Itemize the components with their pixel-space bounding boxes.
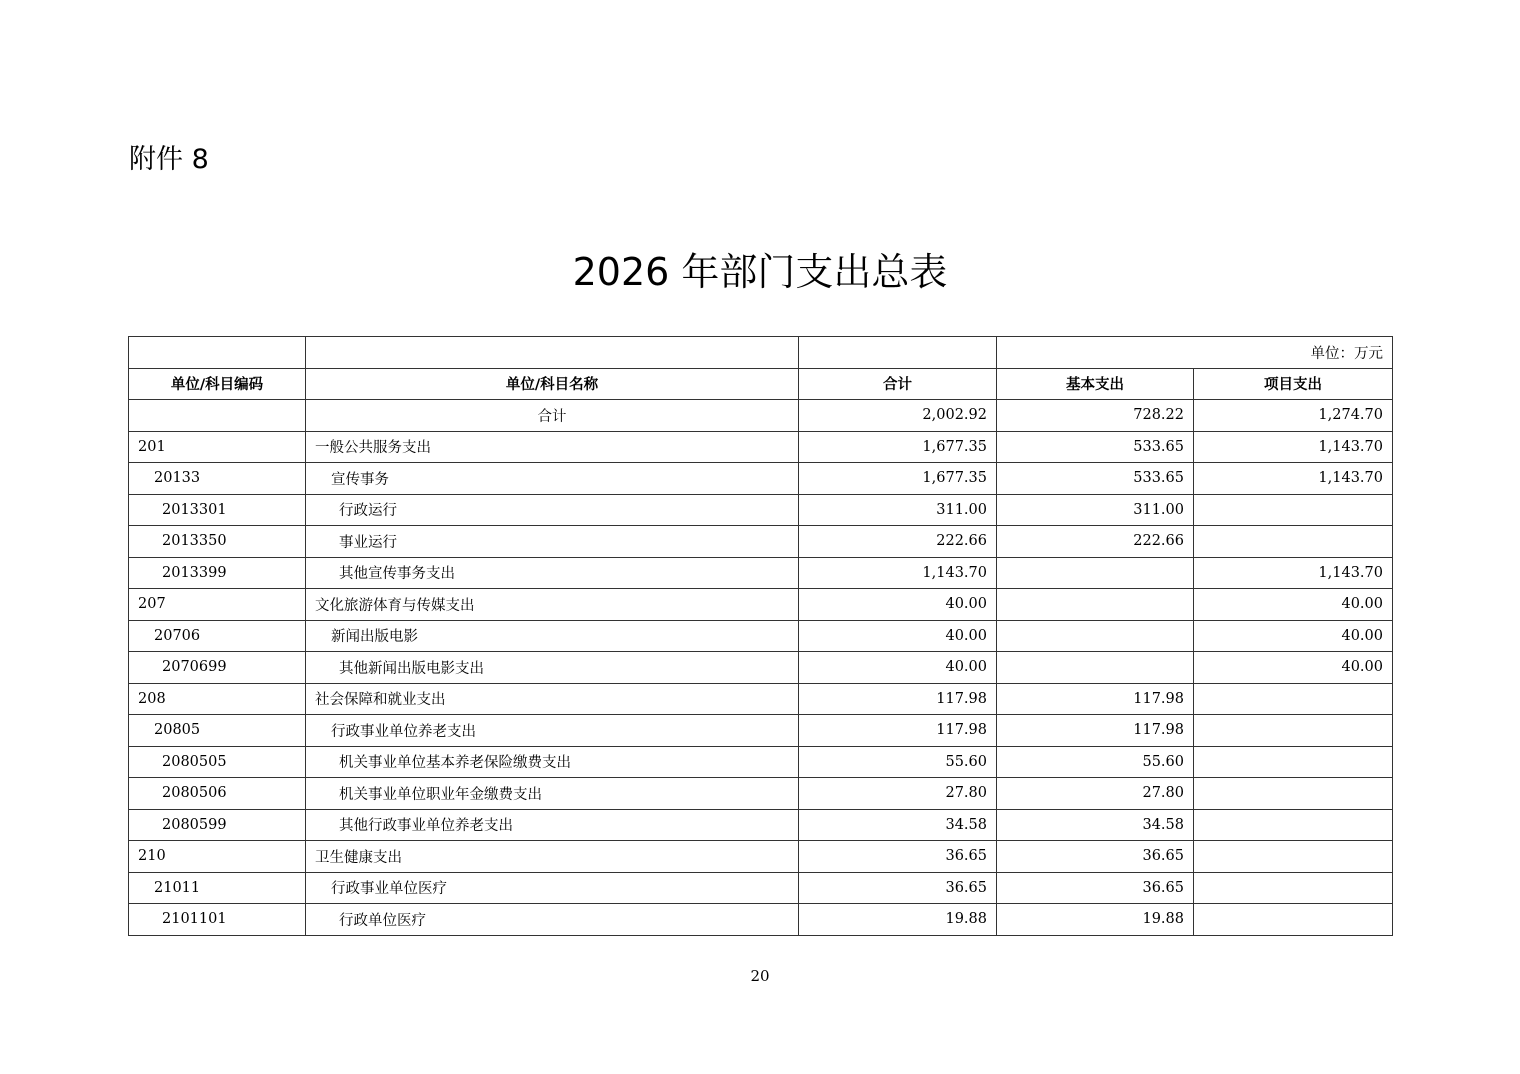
basic-cell: 36.65 bbox=[997, 872, 1194, 904]
table-row bbox=[129, 872, 1393, 904]
table-row bbox=[129, 904, 1393, 936]
total-cell: 36.65 bbox=[799, 841, 997, 873]
total-cell: 27.80 bbox=[799, 778, 997, 810]
basic-cell: 311.00 bbox=[997, 494, 1194, 526]
code-cell: 2013399 bbox=[129, 557, 306, 589]
total-cell: 55.60 bbox=[799, 746, 997, 778]
total-cell: 117.98 bbox=[799, 715, 997, 747]
basic-cell: 117.98 bbox=[997, 715, 1194, 747]
column-header-code: 单位/科目编码 bbox=[129, 368, 306, 400]
total-cell: 1,677.35 bbox=[799, 463, 997, 495]
code-cell: 20133 bbox=[129, 463, 306, 495]
column-header-basic: 基本支出 bbox=[997, 368, 1194, 400]
name-cell: 文化旅游体育与传媒支出 bbox=[306, 589, 799, 621]
code-cell: 201 bbox=[129, 431, 306, 463]
table-row bbox=[129, 809, 1393, 841]
basic-cell bbox=[997, 557, 1194, 589]
project-cell bbox=[1194, 904, 1393, 936]
name-cell: 行政运行 bbox=[306, 494, 799, 526]
page-title: 2026 年部门支出总表 bbox=[572, 250, 948, 294]
name-cell: 其他新闻出版电影支出 bbox=[306, 652, 799, 684]
total-cell: 19.88 bbox=[799, 904, 997, 936]
attachment-label: 附件 8 bbox=[129, 144, 209, 175]
header-row bbox=[129, 368, 1393, 400]
table-row bbox=[129, 526, 1393, 558]
unit-row-blank-cell bbox=[799, 337, 997, 369]
basic-cell: 55.60 bbox=[997, 746, 1194, 778]
project-cell bbox=[1194, 683, 1393, 715]
total-cell: 2,002.92 bbox=[799, 400, 997, 432]
name-cell: 机关事业单位基本养老保险缴费支出 bbox=[306, 746, 799, 778]
table-row bbox=[129, 683, 1393, 715]
basic-cell: 533.65 bbox=[997, 431, 1194, 463]
table-row bbox=[129, 463, 1393, 495]
project-cell bbox=[1194, 746, 1393, 778]
table-row bbox=[129, 494, 1393, 526]
code-cell: 2013350 bbox=[129, 526, 306, 558]
total-cell: 36.65 bbox=[799, 872, 997, 904]
code-cell: 21011 bbox=[129, 872, 306, 904]
code-cell: 20805 bbox=[129, 715, 306, 747]
basic-cell bbox=[997, 620, 1194, 652]
name-cell: 宣传事务 bbox=[306, 463, 799, 495]
code-cell: 20706 bbox=[129, 620, 306, 652]
name-cell: 行政事业单位医疗 bbox=[306, 872, 799, 904]
project-cell bbox=[1194, 778, 1393, 810]
table-row bbox=[129, 715, 1393, 747]
project-cell: 1,143.70 bbox=[1194, 463, 1393, 495]
table-row bbox=[129, 746, 1393, 778]
basic-cell: 27.80 bbox=[997, 778, 1194, 810]
name-cell: 行政事业单位养老支出 bbox=[306, 715, 799, 747]
project-cell bbox=[1194, 715, 1393, 747]
total-row bbox=[129, 400, 1393, 432]
code-cell bbox=[129, 400, 306, 432]
code-cell: 2080599 bbox=[129, 809, 306, 841]
total-cell: 1,677.35 bbox=[799, 431, 997, 463]
code-cell: 2101101 bbox=[129, 904, 306, 936]
project-cell bbox=[1194, 494, 1393, 526]
total-cell: 311.00 bbox=[799, 494, 997, 526]
code-cell: 210 bbox=[129, 841, 306, 873]
total-cell: 222.66 bbox=[799, 526, 997, 558]
basic-cell: 36.65 bbox=[997, 841, 1194, 873]
project-cell: 40.00 bbox=[1194, 589, 1393, 621]
basic-cell bbox=[997, 589, 1194, 621]
unit-note: 单位：万元 bbox=[997, 337, 1393, 369]
basic-cell: 728.22 bbox=[997, 400, 1194, 432]
code-cell: 208 bbox=[129, 683, 306, 715]
table-row bbox=[129, 557, 1393, 589]
name-cell: 卫生健康支出 bbox=[306, 841, 799, 873]
name-cell: 一般公共服务支出 bbox=[306, 431, 799, 463]
column-header-name: 单位/科目名称 bbox=[306, 368, 799, 400]
column-header-total: 合计 bbox=[799, 368, 997, 400]
project-cell bbox=[1194, 809, 1393, 841]
name-cell: 社会保障和就业支出 bbox=[306, 683, 799, 715]
name-cell: 其他行政事业单位养老支出 bbox=[306, 809, 799, 841]
project-cell bbox=[1194, 872, 1393, 904]
total-cell: 40.00 bbox=[799, 620, 997, 652]
page-number: 20 bbox=[750, 967, 770, 985]
unit-row-blank-cell bbox=[306, 337, 799, 369]
column-header-project: 项目支出 bbox=[1194, 368, 1393, 400]
project-cell: 40.00 bbox=[1194, 652, 1393, 684]
table-row bbox=[129, 778, 1393, 810]
basic-cell: 19.88 bbox=[997, 904, 1194, 936]
name-cell: 合计 bbox=[306, 400, 799, 432]
basic-cell: 222.66 bbox=[997, 526, 1194, 558]
code-cell: 207 bbox=[129, 589, 306, 621]
code-cell: 2013301 bbox=[129, 494, 306, 526]
name-cell: 事业运行 bbox=[306, 526, 799, 558]
code-cell: 2070699 bbox=[129, 652, 306, 684]
project-cell bbox=[1194, 841, 1393, 873]
total-cell: 40.00 bbox=[799, 652, 997, 684]
unit-row-blank-cell bbox=[129, 337, 306, 369]
name-cell: 行政单位医疗 bbox=[306, 904, 799, 936]
basic-cell bbox=[997, 652, 1194, 684]
table-row bbox=[129, 431, 1393, 463]
table-row bbox=[129, 589, 1393, 621]
code-cell: 2080505 bbox=[129, 746, 306, 778]
project-cell: 1,143.70 bbox=[1194, 557, 1393, 589]
unit-row bbox=[129, 337, 1393, 369]
name-cell: 新闻出版电影 bbox=[306, 620, 799, 652]
total-cell: 117.98 bbox=[799, 683, 997, 715]
table-row bbox=[129, 652, 1393, 684]
basic-cell: 117.98 bbox=[997, 683, 1194, 715]
table-body bbox=[129, 337, 1393, 936]
project-cell: 1,274.70 bbox=[1194, 400, 1393, 432]
project-cell: 40.00 bbox=[1194, 620, 1393, 652]
expenditure-table bbox=[128, 336, 1393, 936]
code-cell: 2080506 bbox=[129, 778, 306, 810]
table-row bbox=[129, 841, 1393, 873]
total-cell: 40.00 bbox=[799, 589, 997, 621]
total-cell: 1,143.70 bbox=[799, 557, 997, 589]
basic-cell: 533.65 bbox=[997, 463, 1194, 495]
name-cell: 机关事业单位职业年金缴费支出 bbox=[306, 778, 799, 810]
project-cell: 1,143.70 bbox=[1194, 431, 1393, 463]
table-row bbox=[129, 620, 1393, 652]
project-cell bbox=[1194, 526, 1393, 558]
basic-cell: 34.58 bbox=[997, 809, 1194, 841]
name-cell: 其他宣传事务支出 bbox=[306, 557, 799, 589]
total-cell: 34.58 bbox=[799, 809, 997, 841]
